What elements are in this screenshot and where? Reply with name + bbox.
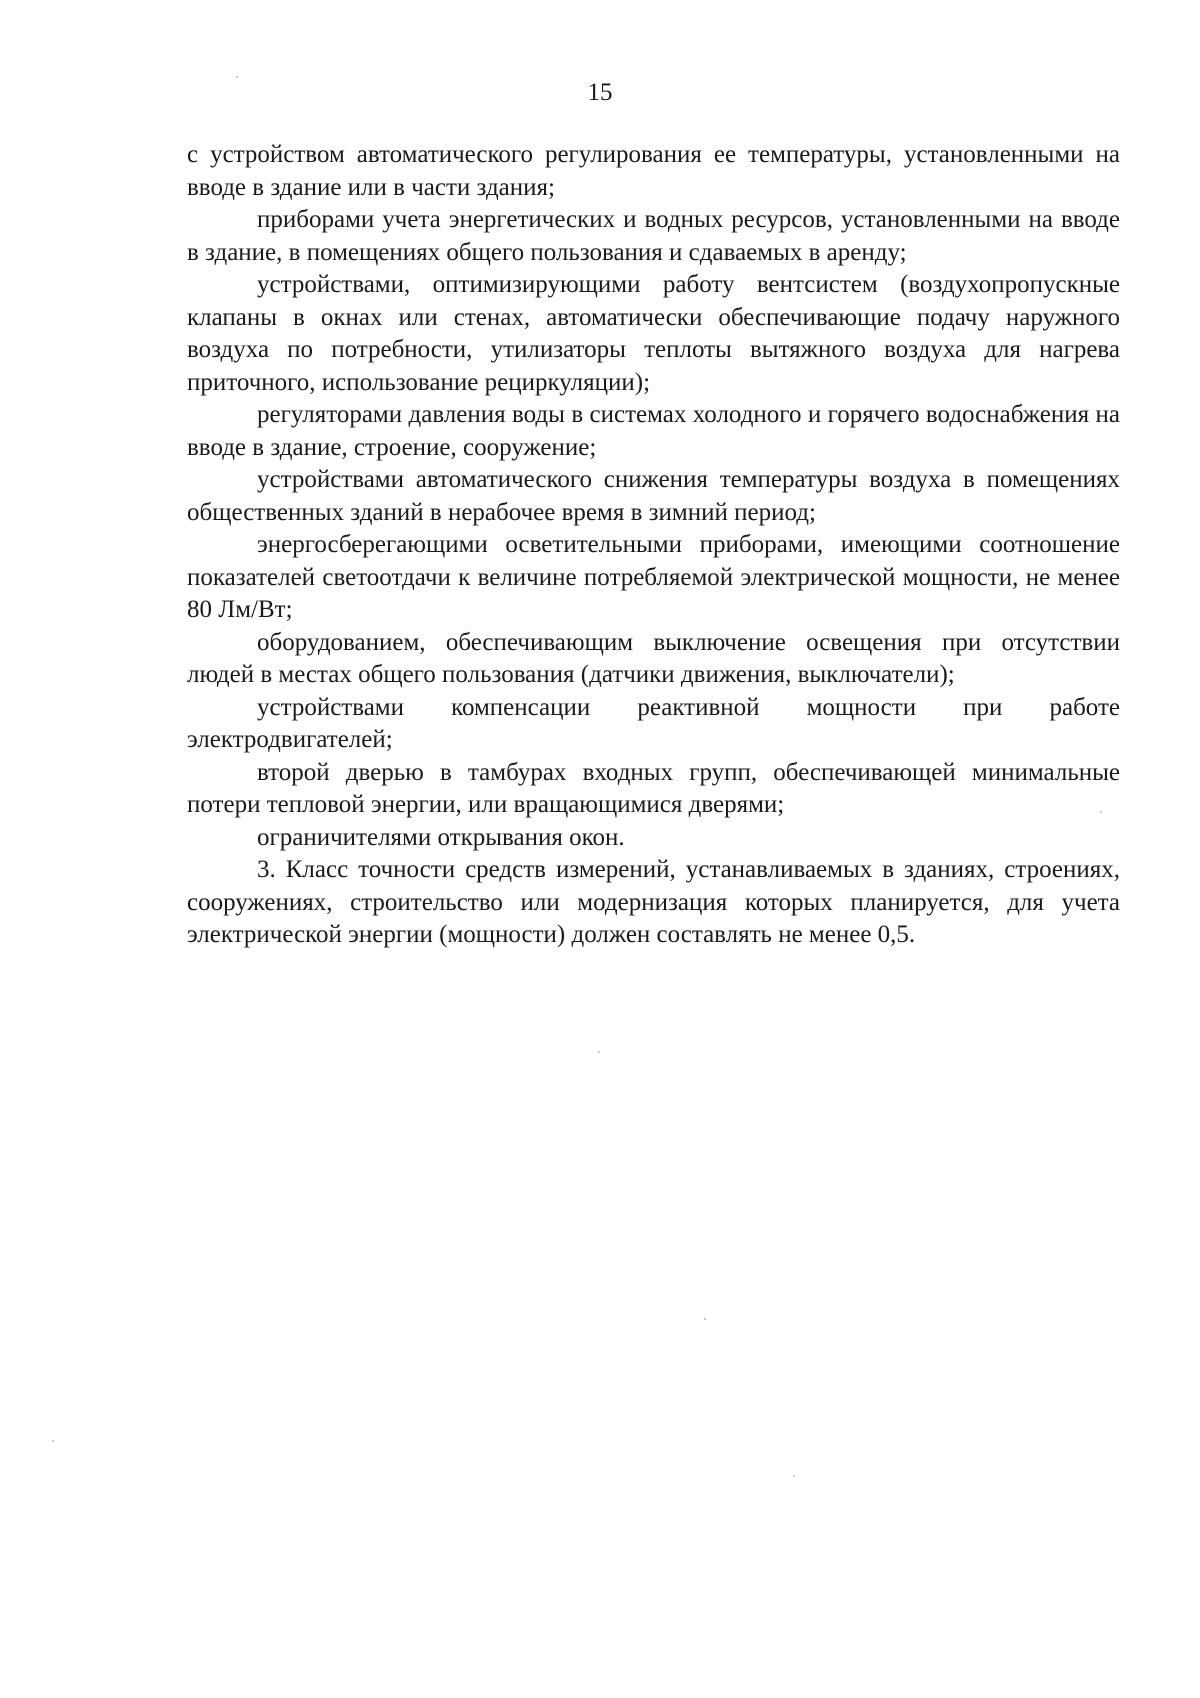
paragraph: ограничителями открывания окон.: [257, 823, 625, 851]
scan-speck: [1100, 811, 1102, 813]
page-number: 15: [587, 79, 613, 106]
paragraph: оборудованием, обеспечивающим выключение освещения при отсутствии людей в местах общего пользования (датчики движения, выключатели);: [187, 628, 1120, 688]
paragraph: энергосберегающими осветительными приборами, имеющими соотношение показателей светоотдачи к величине потребляемой электрической мощности, не менее 80 Лм/Вт;: [187, 531, 1120, 623]
paragraph: устройствами компенсации реактивной мощности при работе электродвигателей;: [187, 693, 1120, 753]
scan-speck: [598, 1051, 600, 1053]
scan-speck: [236, 76, 238, 78]
paragraph: приборами учета энергетических и водных ресурсов, установленными на вводе в здание, в помещениях общего пользования и сдаваемых в аренду;: [187, 206, 1120, 266]
paragraph: регуляторами давления воды в системах холодного и горячего водоснабжения на вводе в здание, строение, сооружение;: [187, 401, 1120, 461]
paragraph: устройствами, оптимизирующими работу вентсистем (воздухопропускные клапаны в окнах или стенах, автоматически обеспечивающие подачу наружного воздуха по потребности, утилизаторы теплоты вытяжного воздуха для нагрева приточного, использование рециркуляции);: [187, 271, 1120, 396]
paragraph: с устройством автоматического регулирования ее температуры, установленными на вводе в здание или в части здания;: [187, 141, 1120, 201]
paragraph: второй дверью в тамбурах входных групп, обеспечивающей минимальные потери тепловой энергии, или вращающимися дверями;: [187, 758, 1120, 818]
scan-speck: [52, 1440, 54, 1442]
document-body: [187, 139, 1120, 952]
paragraph: 3. Класс точности средств измерений, устанавливаемых в зданиях, строениях, сооружениях, строительство или модернизация которых планируется, для учета электрической энергии (мощности) должен составлять не менее 0,5.: [187, 856, 1120, 948]
paragraph: устройствами автоматического снижения температуры воздуха в помещениях общественных зданий в нерабочее время в зимний период;: [187, 466, 1120, 526]
scan-speck: [793, 1475, 795, 1477]
scan-speck: [704, 1318, 706, 1320]
